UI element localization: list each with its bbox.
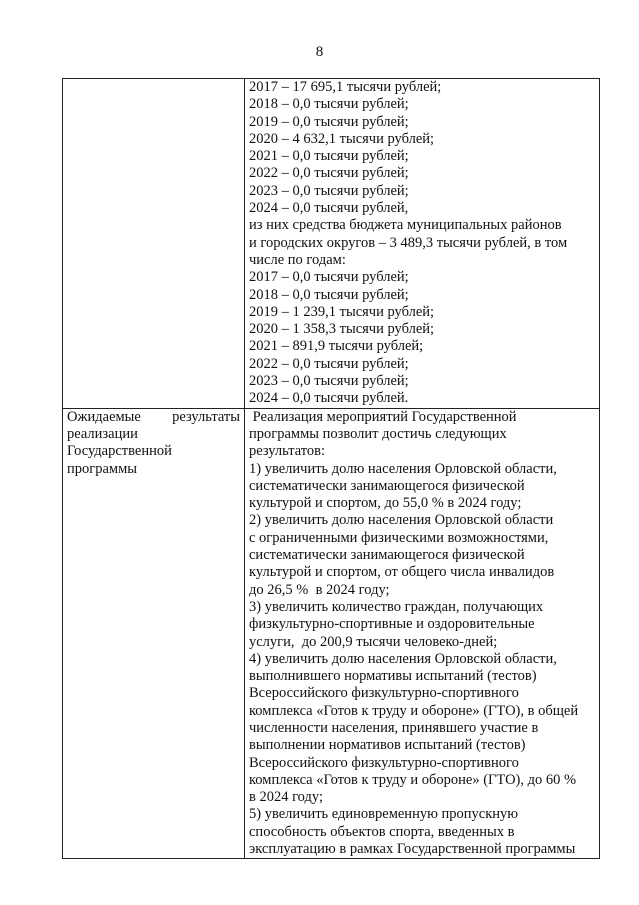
financing-line: 2020 – 4 632,1 тысячи рублей; (249, 130, 435, 147)
results-line: эксплуатацию в рамках Государственной программы (249, 841, 576, 858)
results-line: комплекса «Готов к труду и обороне» (ГТО), до 60 % (249, 771, 577, 788)
results-line: выполнившего нормативы испытаний (тестов) (249, 668, 537, 685)
financing-line: 2017 – 17 695,1 тысячи рублей; (249, 79, 442, 95)
financing-line: 2020 – 1 358,3 тысячи рублей; (249, 321, 435, 338)
results-line: программы позволит достичь следующих (249, 425, 507, 442)
results-line: Всероссийского физкультурно-спортивного (249, 685, 519, 702)
label-word: результаты (172, 408, 240, 425)
results-line: 1) увеличить долю населения Орловской области, (249, 460, 557, 477)
label-line: реализации (67, 425, 138, 442)
results-line: культурой и спортом, до 55,0 % в 2024 году; (249, 495, 522, 512)
financing-line: 2024 – 0,0 тысячи рублей, (249, 200, 409, 217)
results-line: 2) увеличить долю населения Орловской области (249, 512, 554, 529)
results-line: Реализация мероприятий Государственной (249, 408, 517, 425)
financing-line: 2022 – 0,0 тысячи рублей; (249, 355, 409, 372)
financing-line: числе по годам: (249, 251, 346, 268)
label-line: Государственной (67, 443, 172, 460)
results-line: с ограниченными физическими возможностями, (249, 529, 549, 546)
results-line: 4) увеличить долю населения Орловской области, (249, 650, 557, 667)
label-line: программы (67, 460, 137, 477)
table-row-financing (63, 79, 600, 409)
results-line: выполнении нормативов испытаний (тестов) (249, 737, 526, 754)
label-word: Ожидаемые (67, 408, 141, 425)
results-line: способность объектов спорта, введенных в (249, 823, 515, 840)
results-line: 5) увеличить единовременную пропускную (249, 806, 519, 823)
results-line: до 26,5 % в 2024 году; (249, 581, 390, 598)
financing-line: из них средства бюджета муниципальных районов (249, 217, 562, 234)
results-line: физкультурно-спортивные и оздоровительные (249, 616, 535, 633)
financing-line: 2022 – 0,0 тысячи рублей; (249, 165, 409, 182)
passport-table (62, 78, 600, 859)
financing-line: 2019 – 0,0 тысячи рублей; (249, 113, 409, 130)
financing-line: 2017 – 0,0 тысячи рублей; (249, 269, 409, 286)
results-line: Всероссийского физкультурно-спортивного (249, 754, 519, 771)
row-content-expected-results (245, 408, 600, 859)
results-line: результатов: (249, 443, 326, 460)
table-row-expected-results (63, 408, 600, 859)
label-line (67, 409, 240, 426)
results-line: систематически занимающегося физической (249, 477, 525, 494)
results-line: услуги, до 200,9 тысячи человеко-дней; (249, 633, 498, 650)
financing-line: 2023 – 0,0 тысячи рублей; (249, 182, 409, 199)
results-line: систематически занимающегося физической (249, 547, 525, 564)
results-line: культурой и спортом, от общего числа инвалидов (249, 564, 555, 581)
results-line: комплекса «Готов к труду и обороне» (ГТО), в общей (249, 702, 579, 719)
financing-line: 2021 – 0,0 тысячи рублей; (249, 148, 409, 165)
row-label-financing (63, 79, 245, 409)
results-line: численности населения, принявшего участие в (249, 719, 539, 736)
financing-line: 2021 – 891,9 тысячи рублей; (249, 338, 424, 355)
page-number: 8 (315, 44, 324, 60)
row-label-expected-results (63, 408, 245, 859)
financing-line: 2018 – 0,0 тысячи рублей; (249, 286, 409, 303)
financing-line: 2019 – 1 239,1 тысячи рублей; (249, 303, 435, 320)
results-line: в 2024 году; (249, 789, 323, 806)
row-content-financing (245, 79, 600, 409)
financing-line: 2018 – 0,0 тысячи рублей; (249, 96, 409, 113)
results-line: 3) увеличить количество граждан, получающих (249, 598, 544, 615)
financing-line: 2023 – 0,0 тысячи рублей; (249, 373, 409, 390)
financing-line: 2024 – 0,0 тысячи рублей. (249, 390, 409, 407)
financing-line: и городских округов – 3 489,3 тысячи рублей, в том (249, 234, 568, 251)
